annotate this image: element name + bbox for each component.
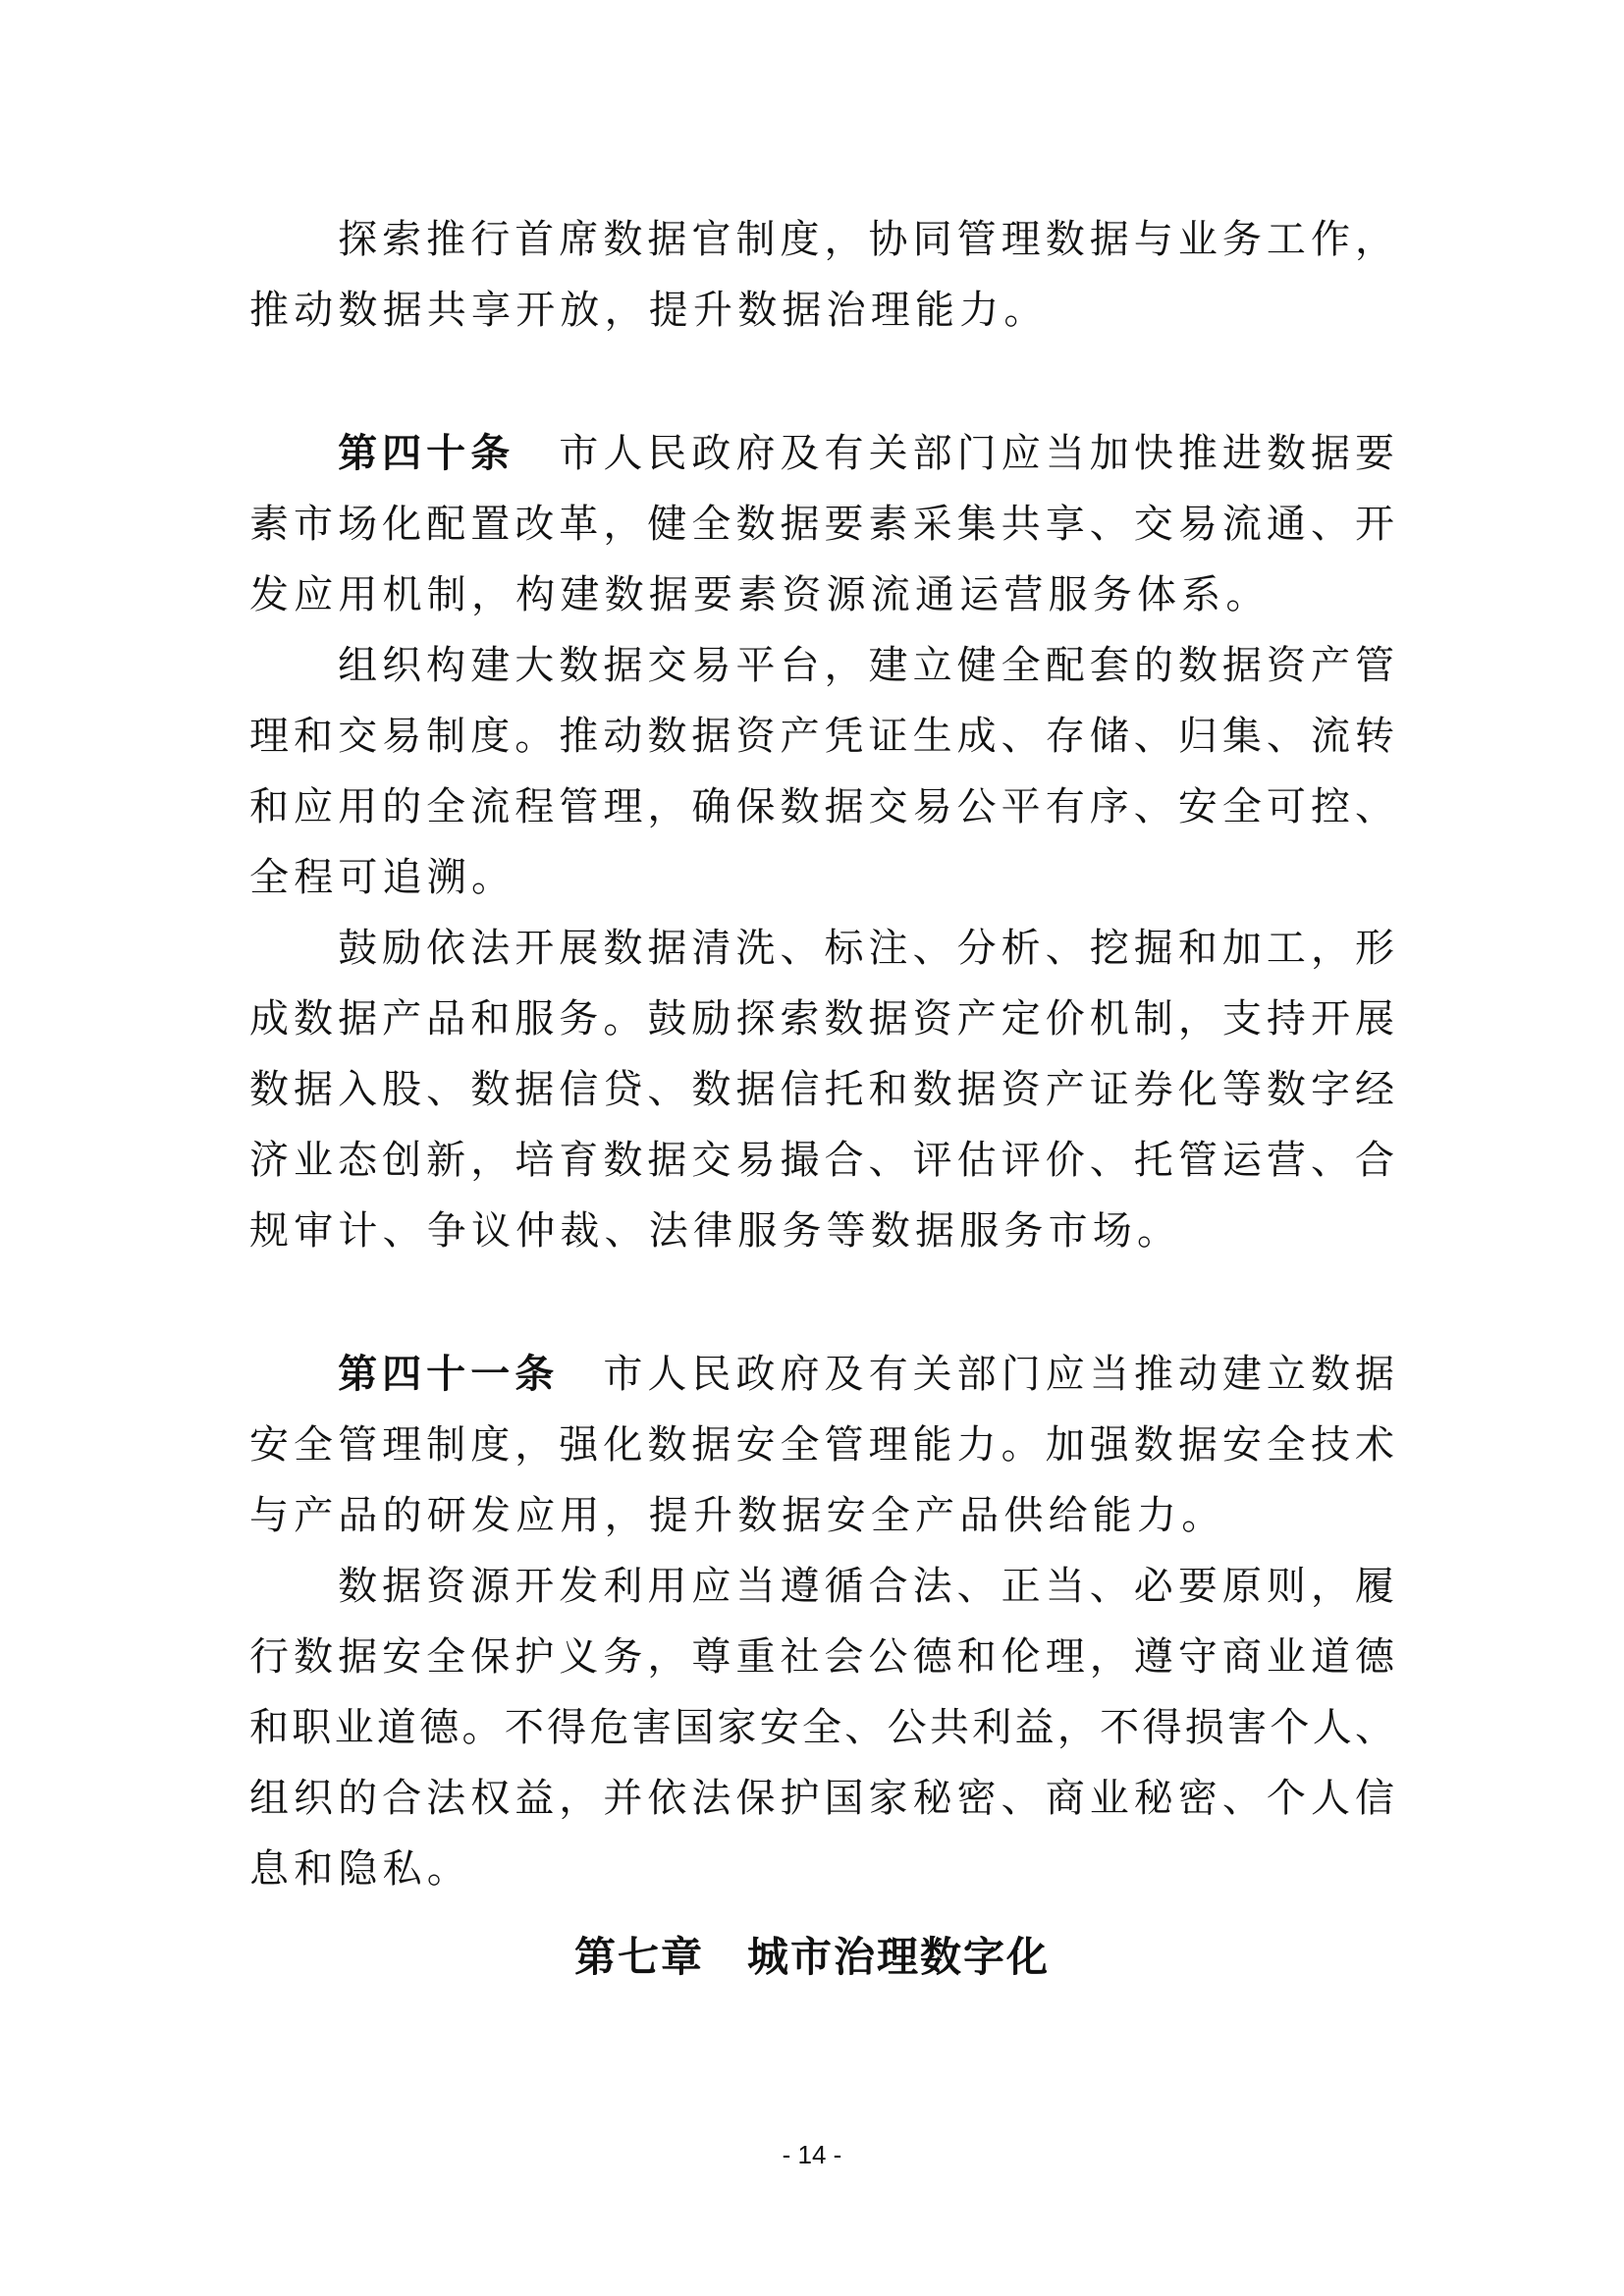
paragraph-line: 组织的合法权益，并依法保护国家秘密、商业秘密、个人信 — [249, 1776, 1394, 1821]
article-41-first-line — [249, 1339, 1394, 1410]
paragraph-line: 与产品的研发应用，提升数据安全产品供给能力。 — [249, 1493, 1226, 1538]
page-number: - 14 - — [782, 2140, 842, 2169]
paragraph-line: 息和隐私。 — [249, 1846, 471, 1892]
article-40-label: 第四十条 — [338, 431, 515, 476]
paragraph-line: 成数据产品和服务。鼓励探索数据资产定价机制，支持开展 — [249, 996, 1394, 1041]
paragraph-line: 行数据安全保护义务，尊重社会公德和伦理，遵守商业道德 — [249, 1634, 1394, 1680]
article-41-label: 第四十一条 — [338, 1352, 560, 1397]
paragraph-line: 素市场化配置改革，健全数据要素采集共享、交易流通、开 — [249, 502, 1394, 547]
chapter-heading: 第七章 城市治理数字化 — [573, 1933, 1050, 1981]
paragraph-line: 安全管理制度，强化数据安全管理能力。加强数据安全技术 — [249, 1422, 1394, 1468]
paragraph-line: 全程可追溯。 — [249, 855, 516, 900]
paragraph-line: 探索推行首席数据官制度，协同管理数据与业务工作， — [249, 217, 1394, 262]
paragraph-line: 和应用的全流程管理，确保数据交易公平有序、安全可控、 — [249, 784, 1394, 829]
article-41-text: 市人民政府及有关部门应当推动建立数据 — [559, 1352, 1395, 1397]
paragraph-line: 理和交易制度。推动数据资产凭证生成、存储、归集、流转 — [249, 714, 1394, 759]
article-40-text: 市人民政府及有关部门应当加快推进数据要 — [514, 431, 1395, 476]
paragraph-line: 和职业道德。不得危害国家安全、公共利益，不得损害个人、 — [249, 1705, 1394, 1750]
paragraph-line: 推动数据共享开放，提升数据治理能力。 — [249, 288, 1049, 333]
paragraph-line: 数据资源开发利用应当遵循合法、正当、必要原则，履 — [249, 1564, 1394, 1609]
paragraph-line: 数据入股、数据信贷、数据信托和数据资产证券化等数字经 — [249, 1067, 1394, 1112]
paragraph-line: 鼓励依法开展数据清洗、标注、分析、挖掘和加工，形 — [249, 926, 1394, 971]
paragraph-line: 组织构建大数据交易平台，建立健全配套的数据资产管 — [249, 643, 1394, 688]
paragraph-line: 济业态创新，培育数据交易撮合、评估评价、托管运营、合 — [249, 1138, 1394, 1183]
paragraph-line: 发应用机制，构建数据要素资源流通运营服务体系。 — [249, 572, 1271, 617]
paragraph-line: 规审计、争议仲裁、法律服务等数据服务市场。 — [249, 1208, 1182, 1254]
article-40-first-line — [249, 418, 1394, 489]
